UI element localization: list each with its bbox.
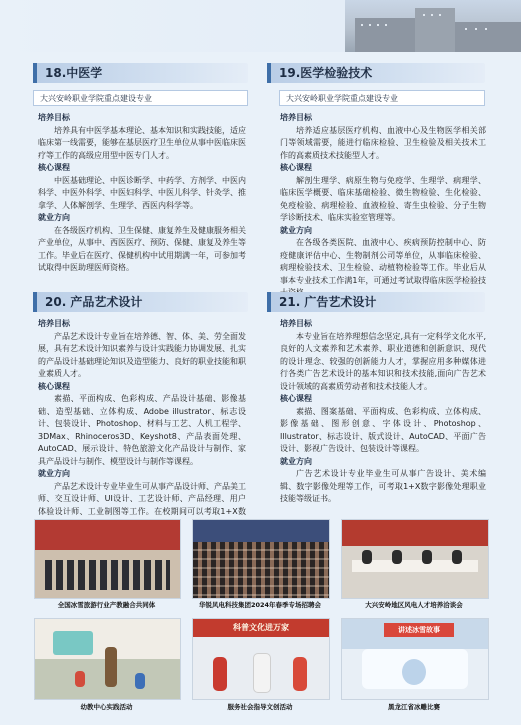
text-employment: 产品艺术设计专业毕业生可从事产品设计师、产品美工师、交互设计师、UI设计、工艺设计师、产品经理、用户体验设计师、工业制图等工作。在校期间可以考取1+X数 xyxy=(38,481,246,516)
section-body-18 xyxy=(38,112,246,275)
caption-ice-sculpture: 黑龙江省冰雕比赛 xyxy=(388,703,440,711)
heading-training-goal: 培养目标 xyxy=(280,319,312,328)
section-title-21: 21. 广告艺术设计 xyxy=(267,292,485,312)
text-training-goal: 本专业旨在培养理想信念坚定,具有一定科学文化水平,良好的人文素养和艺术素养、职业道德和创新意识、现代的设计理念、较强的创新能力人才，掌握应用多种媒体进行各类广告艺术设计的基本知识和技术技能,面向广告艺术设计领域的高素质劳动者和技术技能人才。 xyxy=(280,331,486,391)
caption-talent-meeting: 大兴安岭地区风电人才培养洽谈会 xyxy=(365,601,463,609)
section-title-20: 20. 产品艺术设计 xyxy=(33,292,248,312)
heading-employment: 就业方向 xyxy=(280,456,312,466)
heading-employment: 就业方向 xyxy=(280,225,312,235)
section-subtitle-19: 大兴安岭职业学院重点建设专业 xyxy=(279,90,485,106)
text-employment: 在各级医疗机构、卫生保健、康复养生及健康服务相关产业单位，从事中、西医医疗、预防、保健、康复及养生等工作。毕业后在医疗、保健机构中试用期满一年，可参加考试取得中医助理医师资格。 xyxy=(38,225,246,272)
photo-snow-banner-text: 讲述冰雪故事 xyxy=(384,623,454,637)
caption-kindergarten-activity: 幼教中心实践活动 xyxy=(80,703,133,711)
text-employment: 广告艺术设计专业毕业生可从事广告设计、美术编辑、数字影像处理等工作，可考取1+X数字影像处理职业技能等级证书。 xyxy=(280,469,486,503)
heading-core-courses: 核心课程 xyxy=(38,381,70,391)
photo-industry-alliance xyxy=(34,519,181,599)
photo-cultural-activity xyxy=(192,618,330,700)
text-core-courses: 素描、平面构成、色彩构成、产品设计基础、影像基础、造型基础、立体构成、Adobe illustrator、标志设计、包装设计、Photoshop、材料与工艺、人机工程学、3DMax、Rhinoceros3D、Keyshot8、产品表面处理、AutoCAD、展示设计、特色旅游文化产品设计与制作、家具产品设计与制作、模型设计与制作等课程。 xyxy=(38,394,246,466)
text-training-goal: 培养具有中医学基本理论、基本知识和实践技能，适应临床第一线需要，能够在基层医疗卫生单位从事中医临床医疗等工作的高级应用型中医专门人才。 xyxy=(38,125,246,160)
heading-training-goal: 培养目标 xyxy=(38,319,70,328)
text-training-goal: 培养适应基层医疗机构、血液中心及生物医学相关部门等领域需要，能进行临床检验、卫生检验及相关技术工作的高素质技术技能型人才。 xyxy=(280,125,486,160)
text-core-courses: 素描、图案基础、平面构成、色彩构成、立体构成、影像基础、图形创意、字体设计、Photoshop、Illustrator、标志设计、版式设计、AutoCAD、平面广告设计、影视广告设计、包装设计等课程。 xyxy=(280,406,486,453)
heading-core-courses: 核心课程 xyxy=(280,394,312,403)
heading-employment: 就业方向 xyxy=(38,213,70,222)
text-training-goal: 产品艺术设计专业旨在培养德、智、体、美、劳全面发展，具有艺术设计知识素养与设计实践能力协调发展、扎实的产品设计基础理论知识及造型能力、良好的职业技能和职业素质人才。 xyxy=(38,331,246,378)
section-body-20 xyxy=(38,318,246,531)
campus-building-photo xyxy=(345,0,521,52)
photo-ice-sculpture xyxy=(341,618,489,700)
section-subtitle-18: 大兴安岭职业学院重点建设专业 xyxy=(33,90,248,106)
text-core-courses: 中医基础理论、中医诊断学、中药学、方剂学、中医内科学、中医外科学、中医妇科学、中医儿科学、针灸学、推拿学、人体解剖学、生理学、西医内科学等。 xyxy=(38,175,246,210)
photo-talent-meeting xyxy=(341,519,489,599)
photo-job-fair xyxy=(192,519,330,599)
text-core-courses: 解剖生理学、病原生物与免疫学、生理学、病理学、临床医学概要、临床基础检验、微生物检验、生化检验、免疫检验、病理检验、血液检验、寄生虫检验、分子生物学诊断技术、临床实验室管理等。 xyxy=(280,175,486,222)
section-title-18: 18.中医学 xyxy=(33,63,248,83)
heading-training-goal: 培养目标 xyxy=(38,113,70,122)
caption-cultural-activity: 服务社会指导文创活动 xyxy=(227,703,293,711)
section-title-19: 19.医学检验技术 xyxy=(267,63,485,83)
heading-training-goal: 培养目标 xyxy=(280,113,312,122)
photo-kindergarten-activity xyxy=(34,618,181,700)
photo-banner-text: 科普文化进万家 xyxy=(193,619,329,637)
header-strip xyxy=(0,0,345,52)
text-employment: 在各级各类医院、血液中心、疾病预防控制中心、防疫健康评估中心、生物制剂公司等单位，从事临床检验、病理检验技术、卫生检验、动植物检验等工作。毕业后从事本专业技术工作满1年，可通过考试取得临床医学检验技 xyxy=(280,238,486,285)
section-body-21 xyxy=(280,318,486,506)
heading-employment: 就业方向 xyxy=(38,469,70,478)
caption-job-fair: 华锐风电科技集团2024年春季专场招聘会 xyxy=(198,601,322,609)
heading-core-courses: 核心课程 xyxy=(38,163,70,172)
caption-industry-alliance: 全国冰雪旅游行业产教融合共同体 xyxy=(57,601,156,609)
heading-core-courses: 核心课程 xyxy=(280,163,312,172)
section-body-19 xyxy=(280,112,486,300)
